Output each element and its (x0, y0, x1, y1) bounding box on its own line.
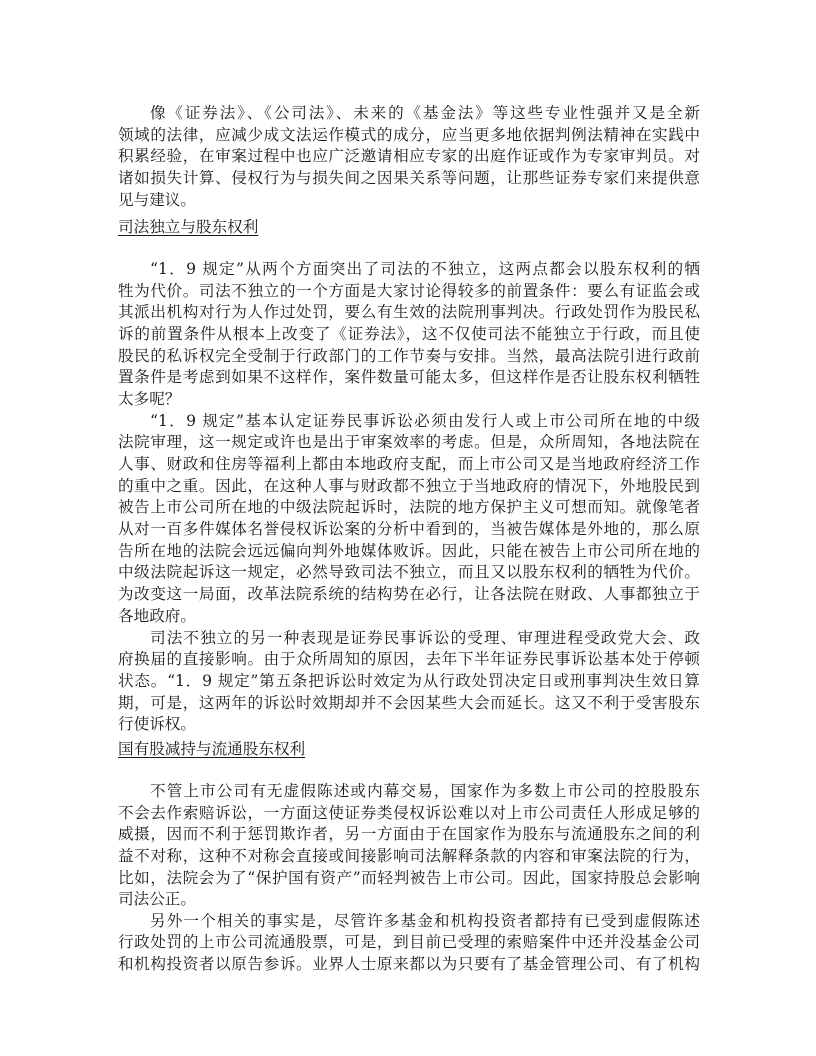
paragraph-line: 行使诉权。 (118, 715, 196, 733)
paragraph-line: 行政处罚的上市公司流通股票，可是，到目前已受理的索赔案件中还并没基金公司 (118, 933, 700, 951)
paragraph-line: 中级法院起诉这一规定，必然导致司法不独立，而且又以股东权利的牺牲为代价。 (118, 563, 700, 581)
paragraph-line: 府换届的直接影响。由于众所周知的原因，去年下半年证券民事诉讼基本处于停顿 (118, 650, 700, 668)
paragraph-line: 其派出机构对行为人作过处罚，要么有生效的法院刑事判决。行政处罚作为股民私 (118, 303, 700, 321)
paragraph-line: 牲为代价。司法不独立的一个方面是大家讨论得较多的前置条件：要么有证监会或 (118, 282, 700, 300)
paragraph-line: 像《证券法》、《公司法》、未来的《基金法》等这些专业性强并又是全新 (150, 104, 700, 122)
paragraph-line: 从对一百多件媒体名誉侵权诉讼案的分析中看到的，当被告媒体是外地的，那么原 (118, 520, 700, 538)
paragraph-line: 置条件是考虑到如果不这样作，案件数量可能太多，但这样作是否让股东权利牺牲 (118, 368, 700, 386)
paragraph-line: “1．9 规定”基本认定证券民事诉讼必须由发行人或上市公司所在地的中级 (150, 412, 700, 430)
paragraph-line: 比如，法院会为了“保护国有资产”而轻判被告上市公司。因此，国家持股总会影响 (118, 869, 700, 887)
paragraph-line: 各地政府。 (118, 607, 196, 625)
section-heading-state-shares: 国有股减持与流通股东权利 (118, 740, 306, 758)
paragraph-line: 太多呢？ (118, 390, 181, 408)
paragraph-line: 告所在地的法院会远远偏向判外地媒体败诉。因此，只能在被告上市公司所在地的 (118, 542, 700, 560)
paragraph-line: 威摄，因而不利于惩罚欺诈者，另一方面由于在国家作为股东与流通股东之间的利 (118, 825, 700, 843)
paragraph-line: 见与建议。 (118, 191, 196, 209)
paragraph-line: 司法不独立的另一种表现是证券民事诉讼的受理、审理进程受政党大会、政 (150, 629, 700, 647)
paragraph-line: 人事、财政和住房等福利上都由本地政府支配，而上市公司又是当地政府经济工作 (118, 455, 700, 473)
paragraph-line: 积累经验，在审案过程中也应广泛邀请相应专家的出庭作证或作为专家审判员。对 (118, 147, 700, 165)
paragraph-line: 诉的前置条件从根本上改变了《证券法》，这不仅使司法不能独立于行政，而且使 (118, 325, 700, 343)
paragraph-line: 为改变这一局面，改革法院系统的结构势在必行，让各法院在财政、人事都独立于 (118, 585, 700, 603)
section-heading-judicial-independence: 司法独立与股东权利 (118, 218, 259, 236)
paragraph-line: 股民的私诉权完全受制于行政部门的工作节奏与安排。当然，最高法院引进行政前 (118, 347, 700, 365)
paragraph-line: 期，可是，这两年的诉讼时效期却并不会因某些大会而延长。这又不利于受害股东 (118, 694, 700, 712)
paragraph-line: 不会去作索赔诉讼，一方面这使证券类侵权诉讼难以对上市公司责任人形成足够的 (118, 804, 700, 822)
paragraph-line: 法院审理，这一规定或许也是出于审案效率的考虑。但是，众所周知，各地法院在 (118, 433, 700, 451)
paragraph-line: 司法公正。 (118, 890, 196, 908)
paragraph-line: 不管上市公司有无虚假陈述或内幕交易，国家作为多数上市公司的控股股东 (150, 782, 700, 800)
paragraph-line: 和机构投资者以原告参诉。业界人士原来都以为只要有了基金管理公司、有了机构 (118, 955, 700, 973)
paragraph-line: 的重中之重。因此，在这种人事与财政都不独立于当地政府的情况下，外地股民到 (118, 477, 700, 495)
paragraph-line: “1．9 规定”从两个方面突出了司法的不独立，这两点都会以股东权利的牺 (150, 260, 700, 278)
paragraph-line: 诸如损失计算、侵权行为与损失间之因果关系等问题，让那些证券专家们来提供意 (118, 169, 700, 187)
paragraph-line: 另外一个相关的事实是，尽管许多基金和机构投资者都持有已受到虚假陈述 (150, 912, 700, 930)
paragraph-line: 被告上市公司所在地的中级法院起诉时，法院的地方保护主义可想而知。就像笔者 (118, 498, 700, 516)
paragraph-line: 领域的法律，应减少成文法运作模式的成分，应当更多地依据判例法精神在实践中 (118, 126, 700, 144)
paragraph-line: 益不对称，这种不对称会直接或间接影响司法解释条款的内容和审案法院的行为， (118, 847, 700, 865)
paragraph-line: 状态。“1．9 规定”第五条把诉讼时效定为从行政处罚决定日或刑事判决生效日算 (118, 672, 700, 690)
